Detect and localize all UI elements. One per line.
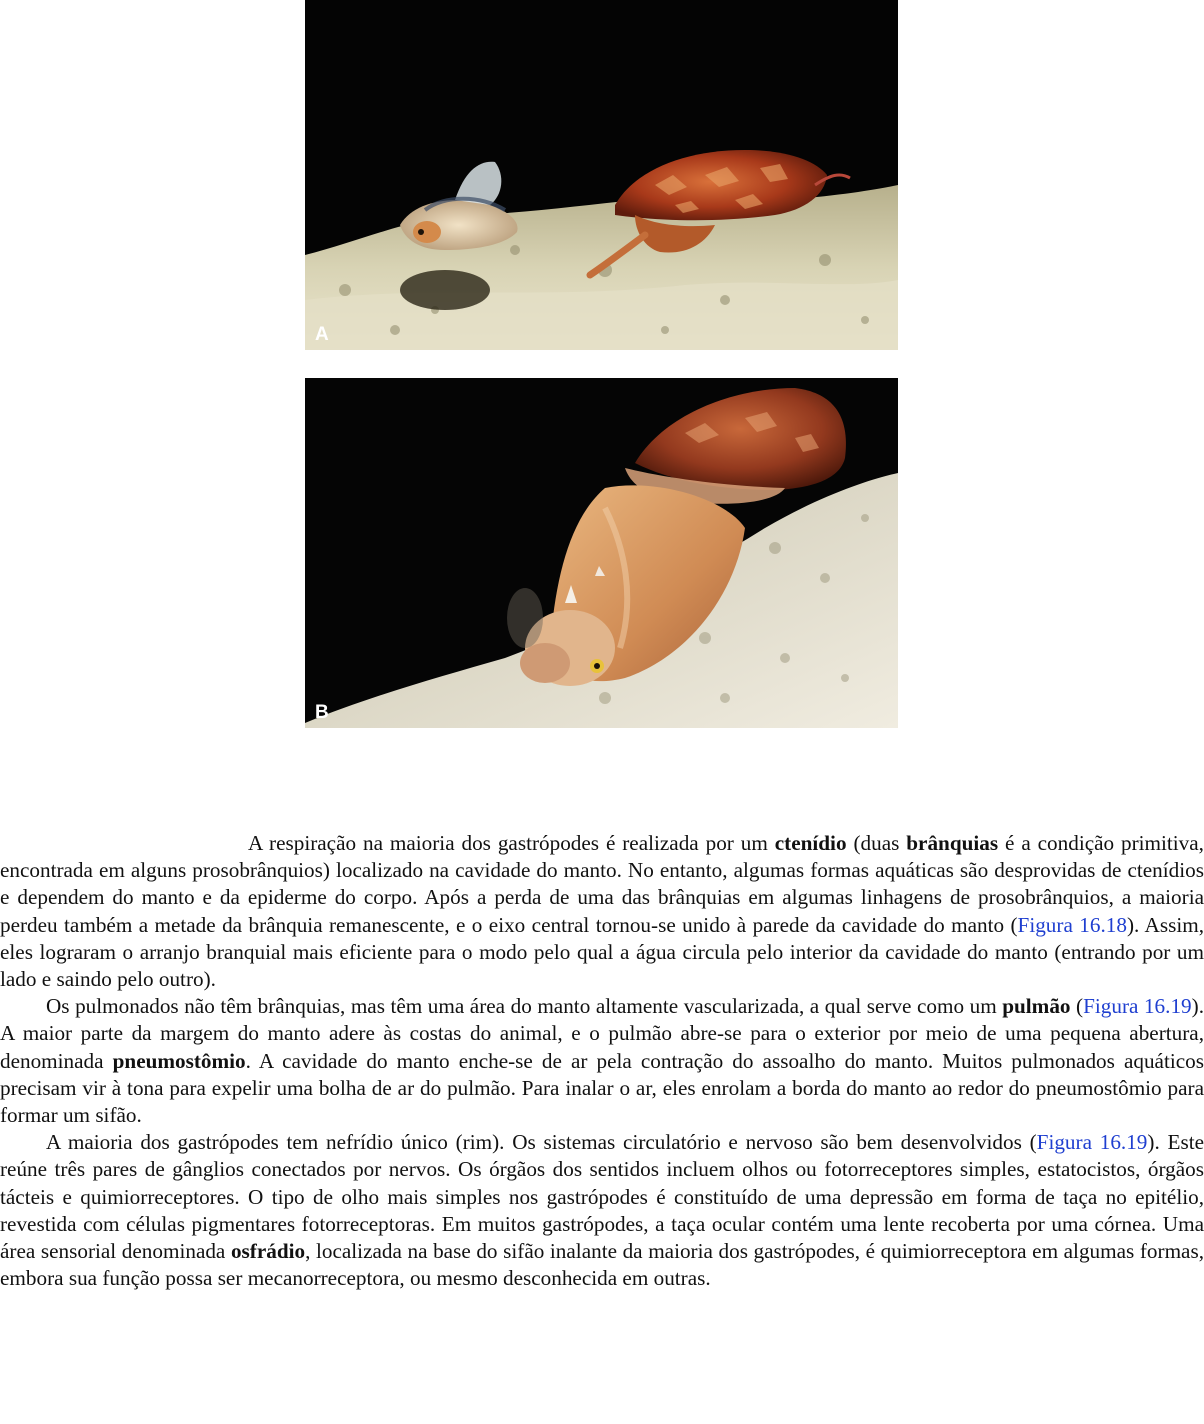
photo-panel-a [305,0,898,350]
figure-link-16-18[interactable]: Figura 16.18 [1017,912,1127,937]
paragraph-text: . A cavidade do manto enche-se de ar pela contração do assoalho do manto. Muitos pulmonados aquáticos precisam vir à tona para expelir uma bolha de ar do pulmão. Para inalar o ar, eles enrolam a borda do manto ao redor do pneumostômio para formar um sifão. [0,1048,1204,1128]
paragraph-text: A respiração na maioria dos gastrópodes é realizada por um [248,831,775,855]
paragraph-text: ). A maior parte da margem do manto adere às costas do animal, e o pulmão abre-se para o exterior por meio de uma pequena abertura, denominada [0,994,1204,1073]
figure-link-16-19[interactable]: Figura 16.19 [1036,1130,1148,1155]
term-pulmao: pulmão [1002,994,1071,1019]
term-ctenidio: ctenídio [774,831,847,855]
figure-link-16-19[interactable]: Figura 16.19 [1083,994,1192,1019]
paragraph-text: ). Assim, eles lograram o arranjo branquial mais eficiente para o modo pelo qual a água circula pelo interior da cavidade do manto (entrando por um lado e saindo pelo outro). [0,912,1204,992]
panel-label-a: A [315,324,329,345]
paragraph-pulmonados [0,993,1204,1129]
paragraph-text: (duas [846,831,907,855]
paragraph-sistemas [0,1129,1204,1292]
term-pneumostomio: pneumostômio [112,1048,246,1073]
cone-snail-closeup-photo [305,378,898,728]
cone-snail-fish-photo [305,0,898,350]
paragraph-text: Os pulmonados não têm brânquias, mas têm uma área do manto altamente vascularizada, a qual serve como um [46,994,1003,1019]
paragraph-text: é a condição primitiva, encontrada em alguns prosobrânquios) localizado na cavidade do manto. No entanto, algumas formas aquáticas são desprovidas de ctenídios e dependem do manto e da epiderme do corpo. Após a perda de uma das brânquias em algumas linhagens de prosobrânquios, a maioria perdeu também a metade da brânquia remanescente, e o eixo central tornou-se unido à parede da cavidade do manto ( [0,831,1204,937]
term-branquias: brânquias [906,831,999,855]
paragraph-text: A maioria dos gastrópodes tem nefrídio único (rim). Os sistemas circulatório e nervoso são bem desenvolvidos ( [46,1130,1037,1155]
term-osfradio: osfrádio [230,1239,306,1264]
photo-panel-b [305,378,898,728]
paragraph-respiration [0,830,1204,993]
panel-label-b: B [315,702,329,723]
paragraph-text: ( [1070,994,1084,1019]
body-text [0,830,1204,1292]
paragraph-text: ). Este reúne três pares de gânglios conectados por nervos. Os órgãos dos sentidos incluem olhos ou fotorreceptores simples, estatocistos, órgãos tácteis e quimiorreceptores. O tipo de olho mais simples nos gastrópodes é constituído de uma depressão em forma de taça no epitélio, revestida com células pigmentares fotorreceptoras. Em muitos gastrópodes, a taça ocular contém uma lente recoberta por uma córnea. Uma área sensorial denominada [0,1130,1204,1264]
paragraph-text: , localizada na base do sifão inalante da maioria dos gastrópodes, é quimiorreceptora em algumas formas, embora sua função possa ser mecanorreceptora, ou mesmo desconhecida em outras. [0,1239,1204,1291]
